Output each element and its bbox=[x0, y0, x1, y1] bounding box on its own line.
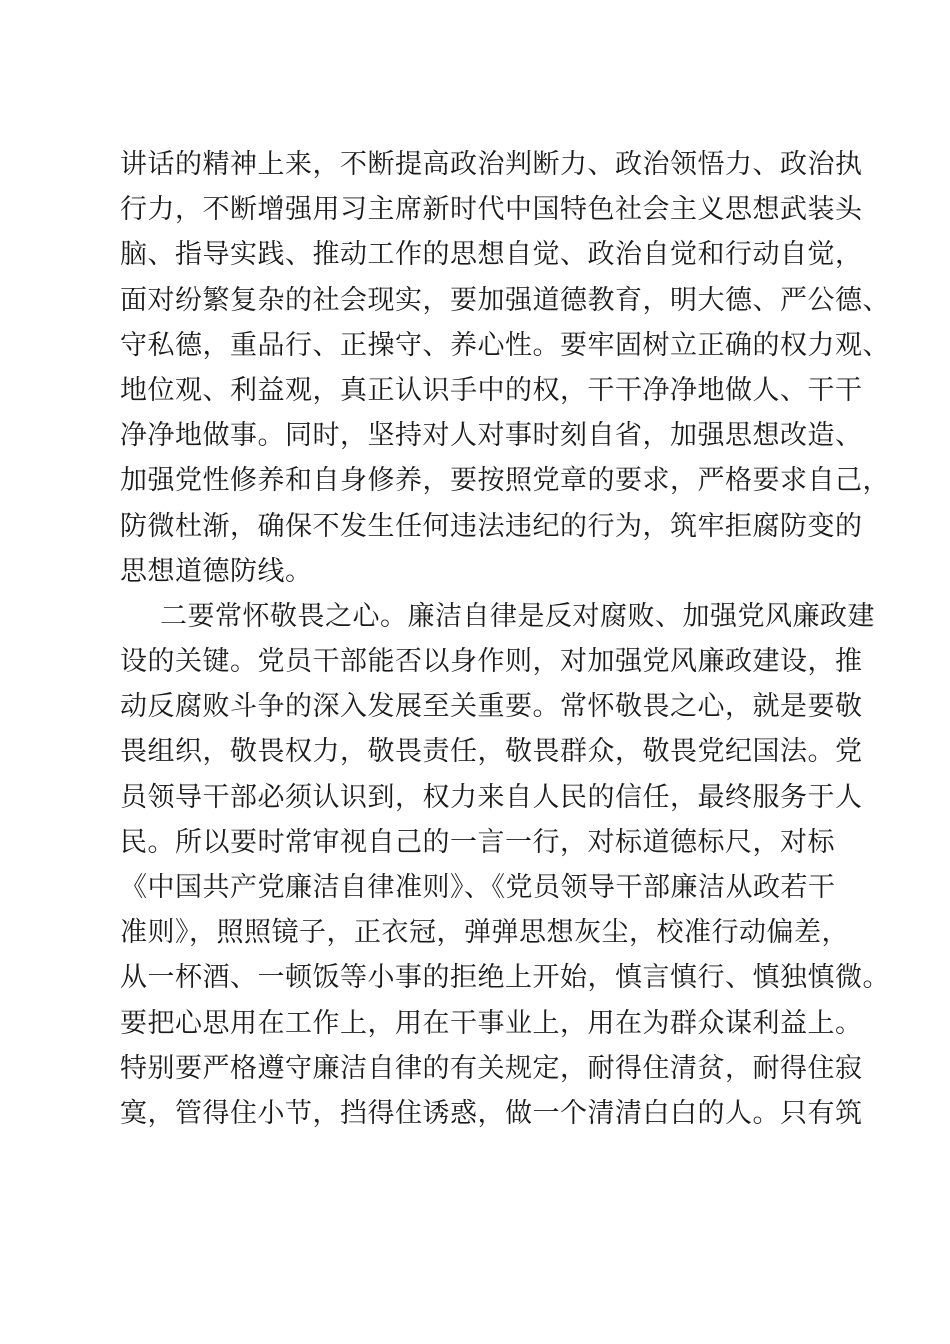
text-line: 畏组织，敬畏权力，敬畏责任，敬畏群众，敬畏党纪国法。党 bbox=[120, 736, 863, 768]
text-line: 寞，管得住小节，挡得住诱惑，做一个清清白白的人。只有筑 bbox=[120, 1097, 863, 1129]
text-line: 防微杜渐，确保不发生任何违法违纪的行为，筑牢拒腐防变的 bbox=[120, 510, 863, 542]
text-line: 民。所以要时常审视自己的一言一行，对标道德标尺，对标 bbox=[120, 826, 835, 858]
text-line: 净净地做事。同时，坚持对人对事时刻自省，加强思想改造、 bbox=[120, 420, 863, 452]
text-line: 《中国共产党廉洁自律准则》、《党员领导干部廉洁从政若干 bbox=[120, 872, 836, 903]
text-line: 员领导干部必须认识到，权力来自人民的信任，最终服务于人 bbox=[120, 781, 863, 813]
text-line: 守私德，重品行、正操守、养心性。要牢固树立正确的权力观、 bbox=[120, 329, 890, 361]
paragraph-start-line: 二要常怀敬畏之心。廉洁自律是反对腐败、加强党风廉政建 bbox=[160, 600, 875, 632]
text-line: 从一杯酒、一顿饭等小事的拒绝上开始，慎言慎行、慎独慎微。 bbox=[120, 962, 890, 994]
text-line: 讲话的精神上来，不断提高政治判断力、政治领悟力、政治执 bbox=[120, 149, 863, 180]
text-line: 面对纷繁复杂的社会现实，要加强道德教育，明大德、严公德、 bbox=[120, 284, 890, 316]
text-line: 要把心思用在工作上，用在干事业上，用在为群众谋利益上。 bbox=[120, 1007, 863, 1039]
text-line: 准则》，照照镜子，正衣冠，弹弹思想灰尘，校准行动偏差， bbox=[120, 917, 849, 949]
text-line: 行力，不断增强用习主席新时代中国特色社会主义思想武装头 bbox=[120, 194, 863, 226]
text-line: 脑、指导实践、推动工作的思想自觉、政治自觉和行动自觉， bbox=[120, 239, 863, 271]
text-line: 动反腐败斗争的深入发展至关重要。常怀敬畏之心，就是要敬 bbox=[120, 691, 863, 723]
text-line: 思想道德防线。 bbox=[120, 555, 313, 587]
text-line: 特别要严格遵守廉洁自律的有关规定，耐得住清贫，耐得住寂 bbox=[120, 1052, 863, 1084]
body-text bbox=[120, 142, 890, 1136]
text-line: 加强党性修养和自身修养，要按照党章的要求，严格要求自己， bbox=[120, 465, 890, 497]
text-line: 设的关键。党员干部能否以身作则，对加强党风廉政建设，推 bbox=[120, 646, 863, 678]
text-line: 地位观、利益观，真正认识手中的权，干干净净地做人、干干 bbox=[120, 374, 863, 406]
